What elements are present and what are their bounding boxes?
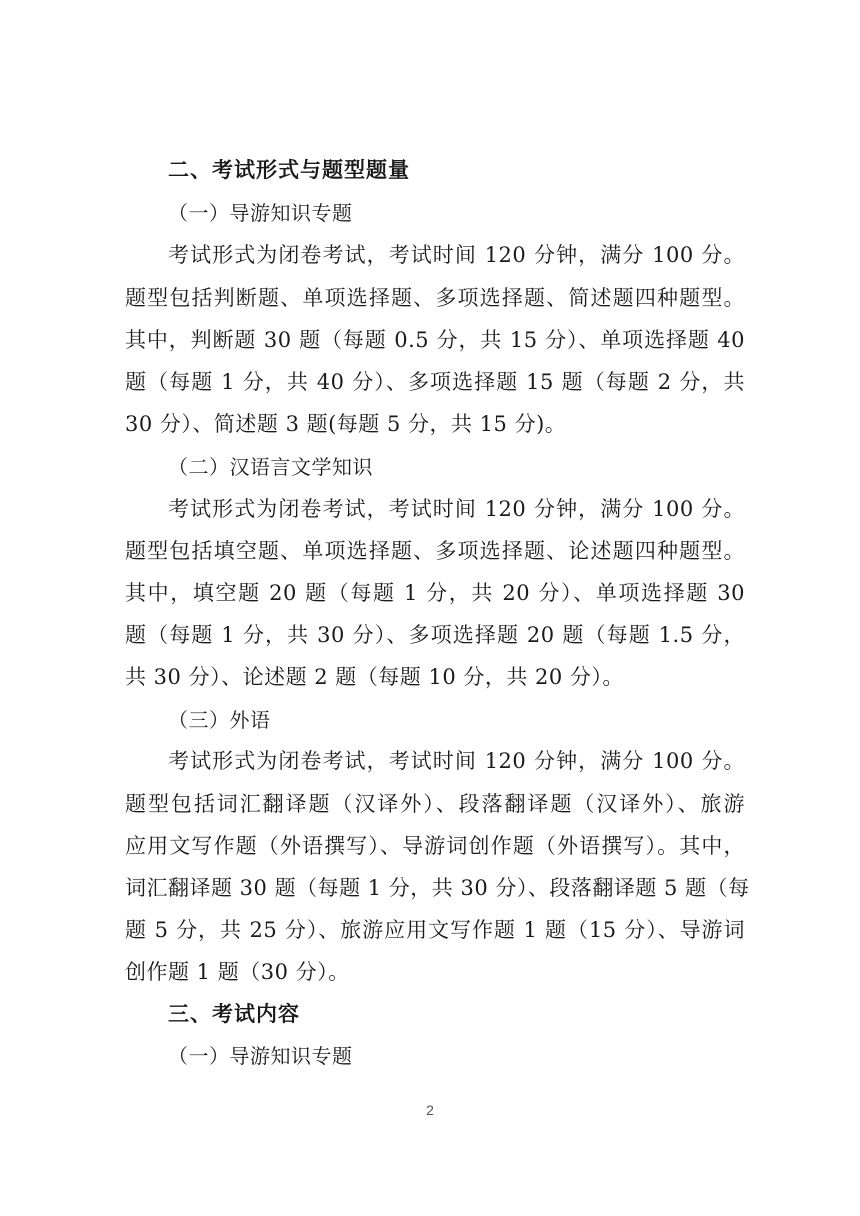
paragraph-line: 题（每题 1 分，共 40 分）、多项选择题 15 题（每题 2 分，共	[125, 370, 745, 394]
paragraph-line: 考试形式为闭卷考试，考试时间 120 分钟，满分 100 分。	[168, 497, 745, 521]
paragraph-line: 题型包括填空题、单项选择题、多项选择题、论述题四种题型。	[125, 539, 745, 563]
paragraph-line: 题型包括判断题、单项选择题、多项选择题、简述题四种题型。	[125, 286, 745, 310]
paragraph-line: 应用文写作题（外语撰写）、导游词创作题（外语撰写）。其中，	[125, 834, 745, 858]
paragraph-line: 30 分）、简述题 3 题(每题 5 分，共 15 分)。	[125, 412, 567, 436]
subsection-title: （一）导游知识专题	[168, 1044, 353, 1068]
paragraph-line: 考试形式为闭卷考试，考试时间 120 分钟，满分 100 分。	[168, 243, 745, 267]
paragraph-line: 其中，填空题 20 题（每题 1 分，共 20 分）、单项选择题 30	[125, 581, 745, 605]
paragraph-line: 考试形式为闭卷考试，考试时间 120 分钟，满分 100 分。	[168, 749, 745, 773]
paragraph-line: 共 30 分）、论述题 2 题（每题 10 分，共 20 分）。	[125, 665, 624, 689]
paragraph-line: 创作题 1 题（30 分）。	[125, 960, 350, 984]
section-heading: 三、考试内容	[168, 1002, 300, 1026]
paragraph-line: 题 5 分，共 25 分）、旅游应用文写作题 1 题（15 分）、导游词	[125, 918, 745, 942]
subsection-title: （一）导游知识专题	[168, 201, 353, 225]
paragraph-line: 词汇翻译题 30 题（每题 1 分，共 30 分）、段落翻译题 5 题（每	[125, 876, 750, 900]
page-number: 2	[426, 1102, 434, 1118]
subsection-title: （二）汉语言文学知识	[168, 455, 373, 479]
paragraph-line: 题型包括词汇翻译题（汉译外）、段落翻译题（汉译外）、旅游	[125, 792, 745, 816]
paragraph-line: 题（每题 1 分，共 30 分）、多项选择题 20 题（每题 1.5 分，	[125, 623, 745, 647]
paragraph-line: 其中，判断题 30 题（每题 0.5 分，共 15 分）、单项选择题 40	[125, 328, 745, 352]
subsection-title: （三）外语	[168, 708, 271, 732]
section-heading: 二、考试形式与题型题量	[168, 158, 410, 182]
